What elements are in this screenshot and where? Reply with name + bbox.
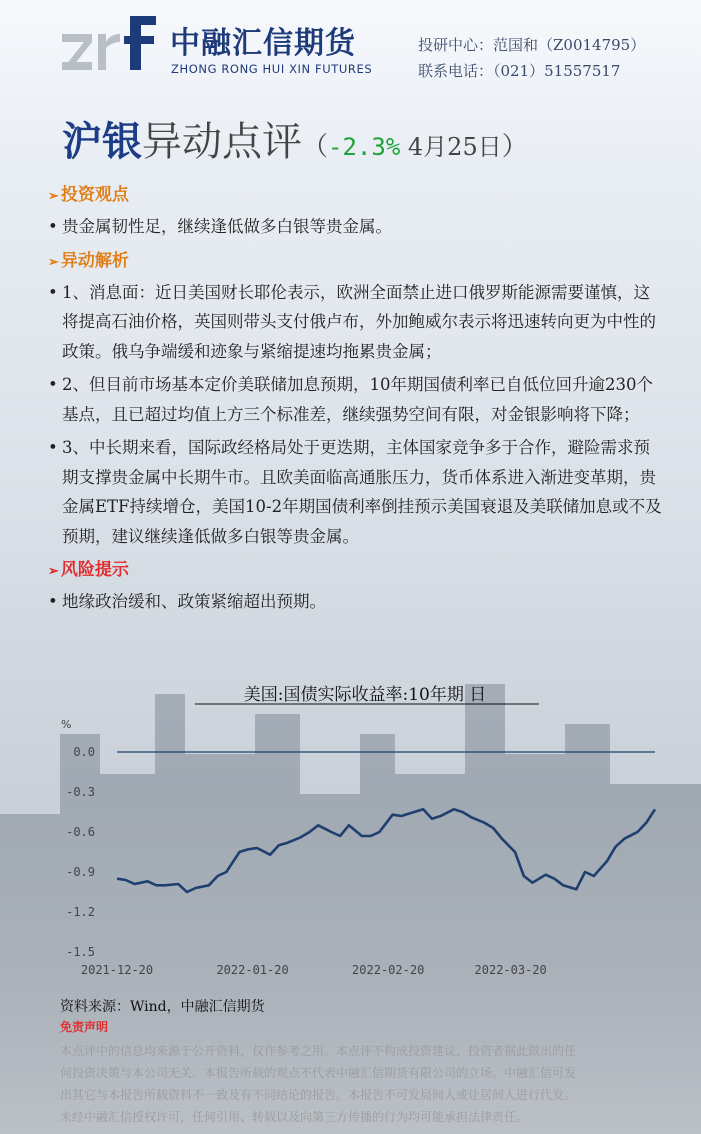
title-change: -2.3% [328, 133, 401, 161]
section-heading-text: 风险提示 [60, 560, 129, 580]
title-product: 沪银 [62, 118, 142, 165]
title-paren-close: ） [501, 132, 528, 162]
y-tick-label: -0.3 [66, 785, 95, 799]
data-source: 资料来源：Wind，中融汇信期货 [60, 999, 265, 1015]
company-logo-icon [62, 12, 162, 82]
x-tick-label: 2021-12-20 [80, 963, 154, 977]
bullet-item: • 地缘政治缓和、政策紧缩超出预期。 [48, 587, 662, 617]
company-name-en: ZHONG RONG HUI XIN FUTURES [171, 62, 373, 76]
report-header [0, 0, 701, 100]
arrow-icon: ➢ [48, 564, 59, 579]
bullet-item: • 2、但目前市场基本定价美联储加息预期，10年期国债利率已自低位回升逾230个基点，且已超过均值上方三个标准差，继续强势空间有限，对金银影响将下降； [48, 370, 662, 429]
phone-line: 联系电话：（021）51557517 [418, 62, 621, 80]
section-heading-text: 异动解析 [60, 250, 129, 271]
disclaimer-line: 出其它与本报告所载资料不一致及有不同结论的报告。本报告不可发局间人或让居间人进行代发。 [60, 1088, 577, 1102]
report-title [62, 110, 528, 167]
disclaimer-line: 未经中融汇信授权许可，任何引用、转载以及向第三方传播的行为均可能承担法律责任。 [60, 1110, 529, 1124]
title-paren-open: （ [302, 132, 329, 162]
company-name-cn: 中融汇信期货 [170, 26, 356, 61]
disclaimer-text [60, 1040, 660, 1128]
chart-title: 美国:国债实际收益率:10年期 日 [243, 685, 487, 705]
section-heading-text: 投资观点 [60, 185, 129, 205]
chart-ylabel: % [61, 718, 72, 731]
bullet-item: • 贵金属韧性足，继续逢低做多白银等贵金属。 [48, 212, 662, 242]
x-tick-label: 2022-02-20 [352, 963, 425, 977]
x-tick-label: 2022-01-20 [216, 963, 289, 977]
y-tick-label: -0.9 [66, 865, 95, 879]
contact-info [418, 32, 645, 84]
bullet-item: • 1、消息面：近日美国财长耶伦表示，欧洲全面禁止进口俄罗斯能源需要谨慎，这将提高石油价格，英国则带头支付俄卢布，外加鲍威尔表示将迅速转向更为中性的政策。俄乌争端缓和迹象与紧缩提速均拖累贵金属； [48, 278, 662, 367]
yield-chart [55, 680, 675, 980]
series-line [117, 809, 655, 892]
arrow-icon: ➢ [48, 189, 59, 204]
x-tick-label: 2022-03-20 [474, 963, 547, 977]
disclaimer-line: 本点评中的信息均来源于公开资料，仅作参考之用。本点评不构成投资建议，投资者据此做出的任 [60, 1044, 577, 1058]
y-tick-label: 0.0 [73, 745, 95, 759]
bullet-item: • 3、中长期来看，国际政经格局处于更迭期，主体国家竞争多于合作，避险需求预期支撑贵金属中长期牛市。且欧美面临高通胀压力，货币体系进入渐进变革期，贵金属ETF持续增仓，美国10-2年期国债利率倒挂预示美国衰退及美联储加息或不及预期，建议继续逢低做多白银等贵金属。 [48, 433, 662, 551]
title-type: 异动点评 [142, 119, 302, 165]
disclaimer-line: 何投资决策与本公司无关。本报告所载的观点不代表中融汇信期货有限公司的立场。中融汇信可发 [60, 1066, 577, 1080]
report-content [48, 180, 662, 621]
y-tick-label: -0.6 [66, 825, 95, 839]
arrow-icon: ➢ [48, 254, 59, 270]
section-heading-view [48, 180, 662, 210]
section-heading-analysis [48, 246, 662, 276]
y-tick-label: -1.2 [66, 905, 95, 919]
section-heading-risk [48, 555, 662, 585]
disclaimer-title: 免责声明 [60, 1020, 109, 1034]
title-date-text: 4月25日 [407, 133, 502, 161]
title-date [400, 133, 501, 161]
y-tick-label: -1.5 [66, 945, 95, 959]
analyst-line: 投研中心：范国和（Z0014795） [418, 36, 646, 54]
